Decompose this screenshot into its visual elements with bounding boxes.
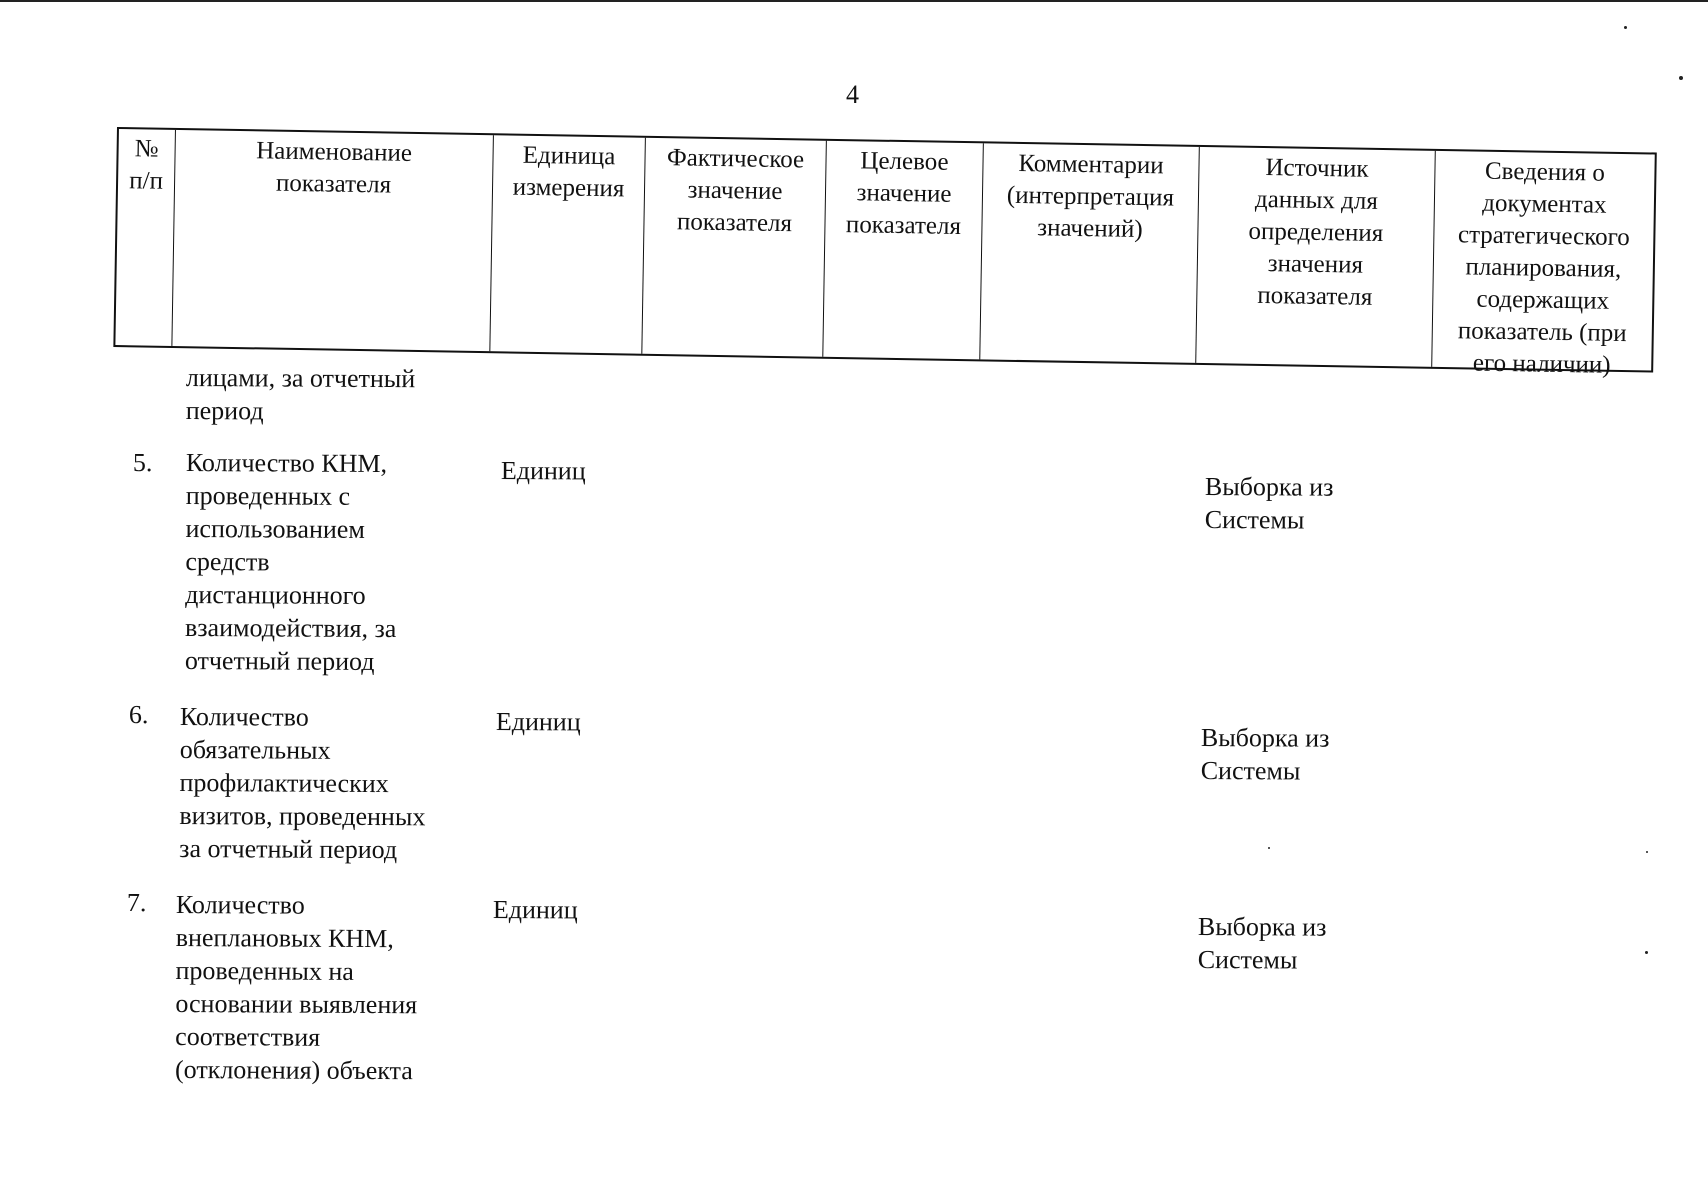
header-col-number bbox=[115, 129, 176, 346]
header-col-data-source bbox=[1196, 147, 1436, 367]
header-col-comments-line: (интерпретация bbox=[1006, 181, 1175, 212]
indicator-name-line: основании выявления bbox=[175, 988, 418, 1020]
indicator-name-line: Количество КНМ, bbox=[185, 447, 388, 479]
header-col-strategic-documents-line: содержащих bbox=[1476, 285, 1610, 315]
header-col-data-source-line: показателя bbox=[1257, 281, 1373, 311]
indicator-name-line: обязательных bbox=[179, 734, 331, 765]
header-col-comments-line: значений) bbox=[1036, 214, 1143, 244]
row-7-indicator-name bbox=[175, 888, 418, 1087]
header-col-strategic-documents-line: Сведения о bbox=[1484, 157, 1606, 187]
header-col-comments bbox=[980, 143, 1200, 363]
row-6-data-source bbox=[1201, 721, 1330, 788]
row-6-indicator-name bbox=[179, 700, 426, 866]
header-col-target-value bbox=[823, 141, 984, 360]
indicator-name-line: профилактических bbox=[179, 767, 389, 799]
header-col-actual-value-line: показателя bbox=[676, 208, 793, 238]
indicator-name-line: отчетный период bbox=[184, 645, 375, 676]
scan-speck bbox=[1679, 76, 1683, 80]
header-col-data-source-line: Источник bbox=[1265, 154, 1369, 183]
header-col-indicator-name bbox=[172, 130, 494, 351]
header-col-target-value-line: значение bbox=[856, 179, 952, 208]
header-col-unit bbox=[490, 135, 646, 353]
indicator-name-line: внеплановых КНМ, bbox=[175, 922, 394, 954]
page-number: 4 bbox=[846, 80, 859, 109]
indicator-name-line: средств bbox=[185, 546, 270, 577]
data-source-line: Выборка из bbox=[1200, 723, 1330, 753]
row-5-unit: Единиц bbox=[500, 455, 586, 486]
scan-speck bbox=[1624, 26, 1627, 29]
row-7-number: 7. bbox=[126, 888, 147, 918]
scan-speck bbox=[1645, 951, 1648, 954]
header-col-data-source-line: значения bbox=[1267, 250, 1364, 279]
header-col-target-value-line: Целевое bbox=[860, 147, 949, 176]
header-col-strategic-documents-line: документах bbox=[1482, 189, 1607, 219]
indicator-name-line: проведенных с bbox=[185, 480, 351, 511]
row-7-unit: Единиц bbox=[492, 895, 578, 925]
row-6-number: 6. bbox=[128, 700, 149, 730]
header-col-actual-value bbox=[642, 138, 827, 357]
header-col-actual-value-line: значение bbox=[687, 176, 783, 206]
header-col-unit-line: измерения bbox=[512, 173, 625, 203]
indicator-name-line: дистанционного bbox=[185, 579, 366, 610]
indicator-name-line: Количество bbox=[175, 890, 305, 920]
continued-indicator-name bbox=[186, 361, 416, 428]
row-5-data-source bbox=[1205, 470, 1334, 537]
scan-speck bbox=[1268, 847, 1270, 849]
data-source-line: Выборка из bbox=[1204, 471, 1334, 502]
header-col-strategic-documents-line: его наличии) bbox=[1472, 349, 1611, 379]
data-source-line: Системы bbox=[1204, 504, 1305, 535]
header-col-strategic-documents bbox=[1432, 151, 1655, 379]
header-col-indicator-name-line: Наименование bbox=[256, 137, 413, 167]
scan-top-edge-line bbox=[0, 0, 1708, 2]
row-7-data-source bbox=[1198, 910, 1327, 977]
header-col-strategic-documents-line: стратегического bbox=[1457, 221, 1631, 252]
indicator-name-line: период bbox=[185, 395, 264, 426]
header-col-actual-value-line: Фактическое bbox=[666, 144, 805, 174]
indicator-name-line: Количество bbox=[179, 702, 309, 732]
data-source-line: Системы bbox=[1197, 944, 1298, 975]
indicator-name-line: (отклонения) объекта bbox=[174, 1054, 413, 1086]
indicator-name-line: соответствия bbox=[175, 1021, 321, 1052]
indicator-name-line: использованием bbox=[185, 513, 365, 544]
indicator-name-line: визитов, проведенных bbox=[179, 800, 426, 832]
row-5-number: 5. bbox=[132, 447, 153, 478]
header-col-strategic-documents-line: планирования, bbox=[1465, 253, 1622, 283]
header-col-strategic-documents-line: показатель (при bbox=[1457, 317, 1627, 348]
header-col-number-line: № bbox=[134, 135, 159, 163]
header-col-number-line: п/п bbox=[129, 167, 164, 195]
row-5-indicator-name bbox=[185, 446, 397, 678]
header-col-target-value-line: показателя bbox=[845, 211, 962, 241]
indicator-name-line: за отчетный период bbox=[179, 833, 398, 865]
data-source-line: Системы bbox=[1200, 755, 1301, 786]
header-col-data-source-line: определения bbox=[1248, 217, 1384, 248]
indicator-name-line: проведенных на bbox=[175, 955, 354, 986]
indicator-name-line: лицами, за отчетный bbox=[185, 362, 416, 394]
header-col-comments-line: Комментарии bbox=[1018, 149, 1164, 180]
header-col-indicator-name-line: показателя bbox=[275, 169, 392, 199]
data-source-line: Выборка из bbox=[1197, 912, 1327, 942]
header-col-unit-line: Единица bbox=[522, 141, 616, 171]
header-col-data-source-line: данных для bbox=[1254, 185, 1379, 215]
scan-speck bbox=[1646, 851, 1648, 853]
row-6-unit: Единиц bbox=[495, 707, 581, 737]
indicator-name-line: взаимодействия, за bbox=[184, 612, 397, 644]
